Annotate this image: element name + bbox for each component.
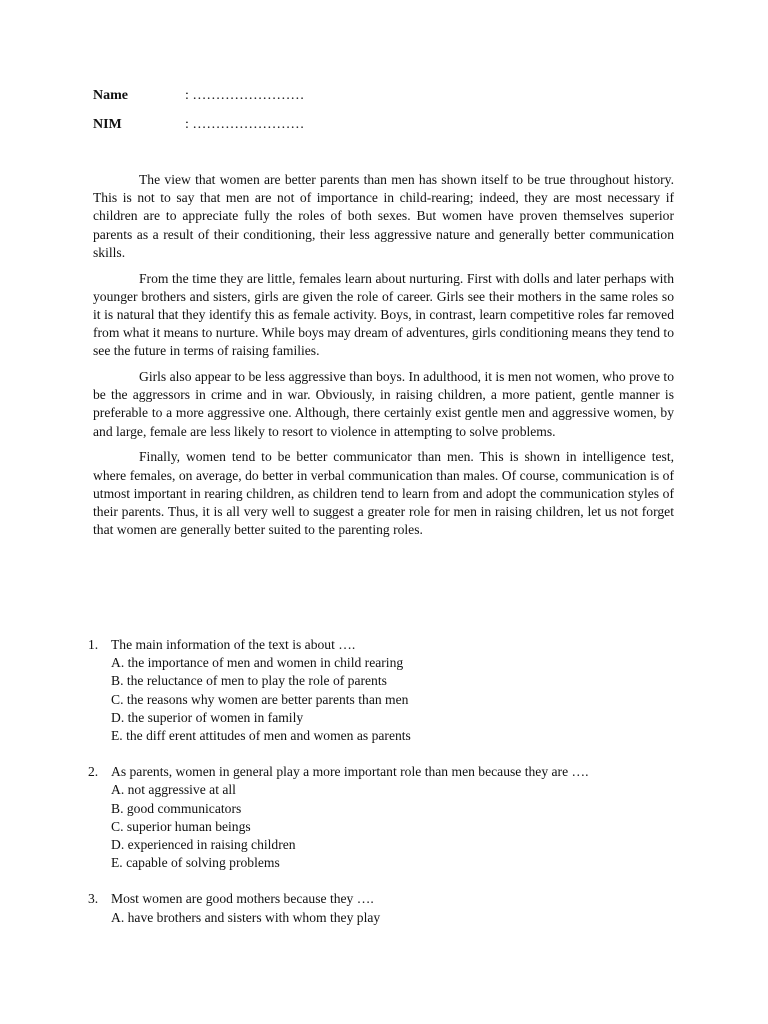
answer-option-a: A. not aggressive at all — [111, 782, 236, 798]
question-stem: Most women are good mothers because they …. — [111, 891, 374, 907]
passage-paragraph: The view that women are better parents than men has shown itself to be true throughout history. This is not to say that men are not of importance in child-rearing; indeed, they are most necessary if children are to appreciate fully the roles of both sexes. But women have proven themselves superior parents as a result of their conditioning, their less aggressive nature and generally better communication skills. — [93, 172, 674, 260]
question-number: 1. — [88, 637, 99, 652]
answer-option-b: B. good communicators — [111, 800, 242, 816]
question-2 — [88, 763, 688, 872]
passage-paragraph: Girls also appear to be less aggressive than boys. In adulthood, it is men not women, who prove to be the aggressors in crime and in war. Obviously, in raising children, a more patient, gentle manner is preferable to a more aggressive one. Although, there certainly exist gentle men and aggressive women, by and large, female are less likely to resort to violence in attempting to solve problems. — [93, 369, 674, 439]
question-number: 2. — [88, 764, 99, 780]
answer-option-e: E. the diff erent attitudes of men and women as parents — [111, 728, 411, 744]
passage-paragraph: Finally, women tend to be better communicator than men. This is shown in intelligence test, where females, on average, do better in verbal communication than males. Of course, communication is of utmost important in rearing children, as children tend to learn from and adopt the communication styles of their parents. Thus, it is all very well to suggest a greater role for men in raising children, let us not forget that women are generally better suited to the parenting roles. — [93, 449, 674, 538]
reading-passage — [93, 171, 674, 547]
answer-option-a: A. have brothers and sisters with whom they play — [111, 909, 381, 925]
answer-option-a: A. the importance of men and women in child rearing — [111, 655, 404, 671]
answer-options — [111, 781, 688, 872]
passage-paragraph: From the time they are little, females learn about nurturing. First with dolls and later perhaps with younger brothers and sisters, girls are given the role of career. Girls see their mothers in the same roles so it is natural that they identify this as female activity. Boys, in contrast, learn competitive roles far removed from what it means to nurture. While boys may dream of adventures, girls conditioning means they tend to see the future in terms of raising families. — [93, 270, 674, 359]
answer-option-b: B. the reluctance of men to play the role of parents — [111, 673, 387, 689]
question-stem: As parents, women in general play a more important role than men because they are …. — [111, 764, 589, 780]
nim-blank: : …………………… — [185, 117, 305, 132]
answer-option-e: E. capable of solving problems — [111, 855, 280, 871]
name-label: Name — [93, 88, 128, 103]
answer-options — [111, 654, 688, 745]
answer-option-d: D. experienced in raising children — [111, 837, 296, 853]
question-number: 3. — [88, 891, 99, 907]
answer-option-d: D. the superior of women in family — [111, 709, 304, 725]
name-blank: : …………………… — [185, 88, 305, 103]
nim-label: NIM — [93, 117, 122, 132]
answer-option-c: C. superior human beings — [111, 818, 251, 834]
answer-option-c: C. the reasons why women are better parents than men — [111, 691, 409, 707]
answer-options — [111, 909, 688, 927]
question-stem: The main information of the text is about …. — [111, 637, 356, 652]
question-3 — [88, 890, 688, 926]
question-1 — [88, 636, 688, 745]
question-list — [88, 636, 688, 945]
